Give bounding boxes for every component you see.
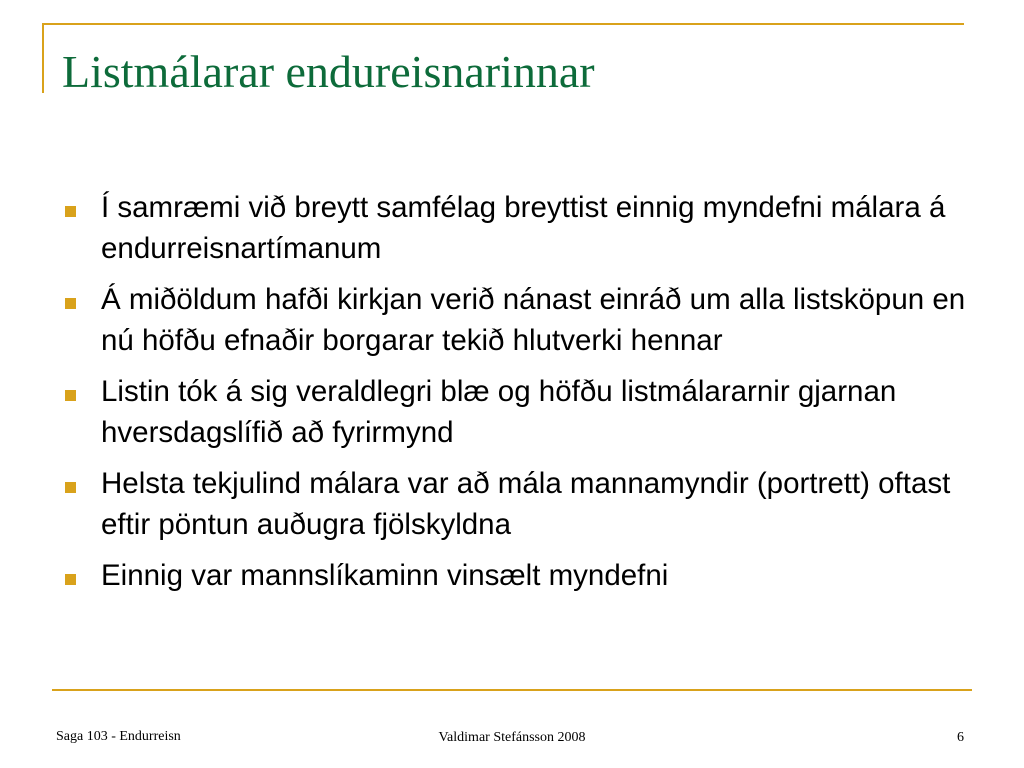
square-bullet-icon — [65, 574, 76, 585]
bullet-item — [62, 371, 972, 453]
square-bullet-icon — [65, 482, 76, 493]
bullet-text: Listin tók á sig veraldlegri blæ og höfðu listmálararnir gjarnan hversdagslífið að fyrirmynd — [101, 375, 897, 449]
bullet-list — [62, 187, 972, 606]
bullet-item — [62, 555, 972, 596]
bullet-item — [62, 279, 972, 361]
bullet-text: Einnig var mannslíkaminn vinsælt myndefni — [101, 559, 669, 592]
left-frame-line — [42, 23, 44, 93]
footer-page-number: 6 — [957, 730, 964, 745]
bullet-text: Á miðöldum hafði kirkjan verið nánast einráð um alla listsköpun en nú höfðu efnaðir borgarar tekið hlutverki hennar — [101, 283, 966, 357]
bullet-item — [62, 187, 972, 269]
bullet-text: Í samræmi við breytt samfélag breyttist einnig myndefni málara á endurreisnartímanum — [101, 191, 946, 265]
square-bullet-icon — [65, 390, 76, 401]
bottom-frame-line — [52, 689, 972, 691]
top-frame-line — [42, 23, 964, 25]
bullet-item — [62, 463, 972, 545]
footer-author: Valdimar Stefánsson 2008 — [438, 730, 586, 745]
slide-title: Listmálarar endureisnarinnar — [62, 46, 595, 97]
square-bullet-icon — [65, 206, 76, 217]
footer-course-label: Saga 103 - Endurreisn — [56, 729, 181, 744]
bullet-text: Helsta tekjulind málara var að mála mannamyndir (portrett) oftast eftir pöntun auðugra fjölskyldna — [101, 467, 951, 541]
square-bullet-icon — [65, 298, 76, 309]
